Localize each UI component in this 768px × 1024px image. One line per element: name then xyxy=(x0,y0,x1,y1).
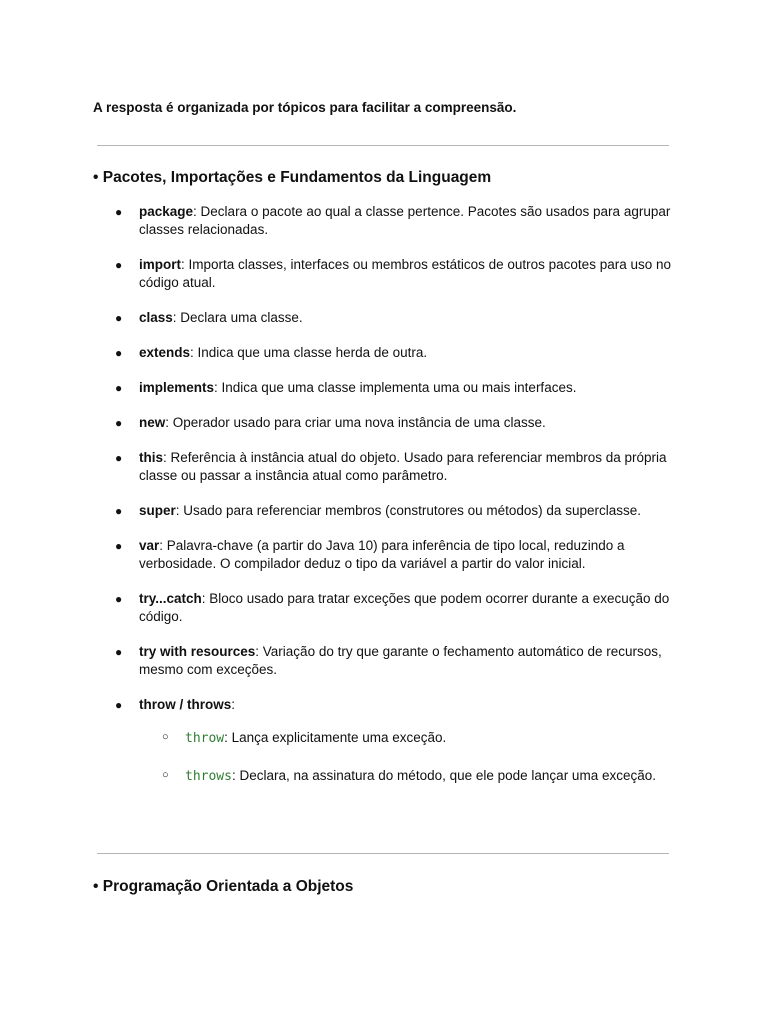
bullet-icon: ● xyxy=(115,539,123,553)
divider-bottom xyxy=(97,853,669,854)
description: : Bloco usado para tratar exceções que podem ocorrer durante a execução do código. xyxy=(139,591,670,624)
divider-top xyxy=(97,145,669,146)
description: : xyxy=(231,697,236,712)
keyword-list xyxy=(115,203,675,804)
keyword: try...catch xyxy=(139,591,202,606)
bullet-icon: ● xyxy=(115,592,123,606)
bullet-icon: ● xyxy=(115,451,123,465)
description: : Operador usado para criar uma nova instância de uma classe. xyxy=(165,415,546,430)
list-item xyxy=(115,203,675,239)
sub-list-item xyxy=(139,766,675,786)
keyword: this xyxy=(139,450,164,465)
sub-list-item xyxy=(139,728,675,748)
bullet-icon: ● xyxy=(115,698,123,712)
list-item xyxy=(115,643,675,679)
keyword: class xyxy=(139,310,173,325)
bullet-icon: ● xyxy=(115,416,123,430)
bullet-icon: ● xyxy=(115,205,123,219)
bullet-icon: ● xyxy=(115,381,123,395)
bullet-icon: ● xyxy=(115,258,123,272)
description: : Indica que uma classe herda de outra. xyxy=(190,345,428,360)
list-item xyxy=(115,590,675,626)
keyword: try with resources xyxy=(139,644,256,659)
description: : Lança explicitamente uma exceção. xyxy=(224,730,447,745)
description: : Declara, na assinatura do método, que ele pode lançar uma exceção. xyxy=(231,768,656,783)
list-item xyxy=(115,537,675,573)
list-item xyxy=(115,449,675,485)
description: : Usado para referenciar membros (construtores ou métodos) da superclasse. xyxy=(175,503,641,518)
description: : Variação do try que garante o fechamento automático de recursos, mesmo com exceções. xyxy=(139,644,662,677)
keyword: package xyxy=(139,204,194,219)
intro-text: A resposta é organizada por tópicos para facilitar a compreensão. xyxy=(93,100,517,115)
keyword: throw / throws xyxy=(139,697,232,712)
list-item xyxy=(115,344,675,362)
list-item xyxy=(115,502,675,520)
keyword: implements xyxy=(139,380,215,395)
description: : Importa classes, interfaces ou membros estáticos de outros pacotes para uso no código atual. xyxy=(139,257,671,290)
description: : Declara uma classe. xyxy=(172,310,303,325)
description: : Indica que uma classe implementa uma ou mais interfaces. xyxy=(214,380,577,395)
list-item xyxy=(115,696,675,786)
keyword: extends xyxy=(139,345,191,360)
bullet-icon: ● xyxy=(115,504,123,518)
list-item xyxy=(115,256,675,292)
circle-bullet-icon: ○ xyxy=(162,769,169,781)
description: : Referência à instância atual do objeto. Usado para referenciar membros da própria classe ou passar a instância atual como parâmetro. xyxy=(139,450,667,483)
keyword: new xyxy=(139,415,166,430)
description: : Palavra-chave (a partir do Java 10) para inferência de tipo local, reduzindo a verbosidade. O compilador deduz o tipo da variável a partir do valor inicial. xyxy=(139,538,625,571)
sub-list xyxy=(139,728,675,786)
bullet-icon: ● xyxy=(115,645,123,659)
description: : Declara o pacote ao qual a classe pertence. Pacotes são usados para agrupar classes relacionadas. xyxy=(139,204,671,237)
keyword: super xyxy=(139,503,176,518)
bullet-icon: ● xyxy=(115,311,123,325)
section-title-fundamentals: • Pacotes, Importações e Fundamentos da Linguagem xyxy=(93,169,492,186)
code-keyword: throw xyxy=(185,731,225,746)
list-item xyxy=(115,414,675,432)
list-item xyxy=(115,379,675,397)
circle-bullet-icon: ○ xyxy=(162,731,169,743)
list-item xyxy=(115,309,675,327)
code-keyword: throws xyxy=(185,769,232,784)
keyword: var xyxy=(139,538,160,553)
section-title-oop: • Programação Orientada a Objetos xyxy=(93,878,354,895)
keyword: import xyxy=(139,257,181,272)
bullet-icon: ● xyxy=(115,346,123,360)
